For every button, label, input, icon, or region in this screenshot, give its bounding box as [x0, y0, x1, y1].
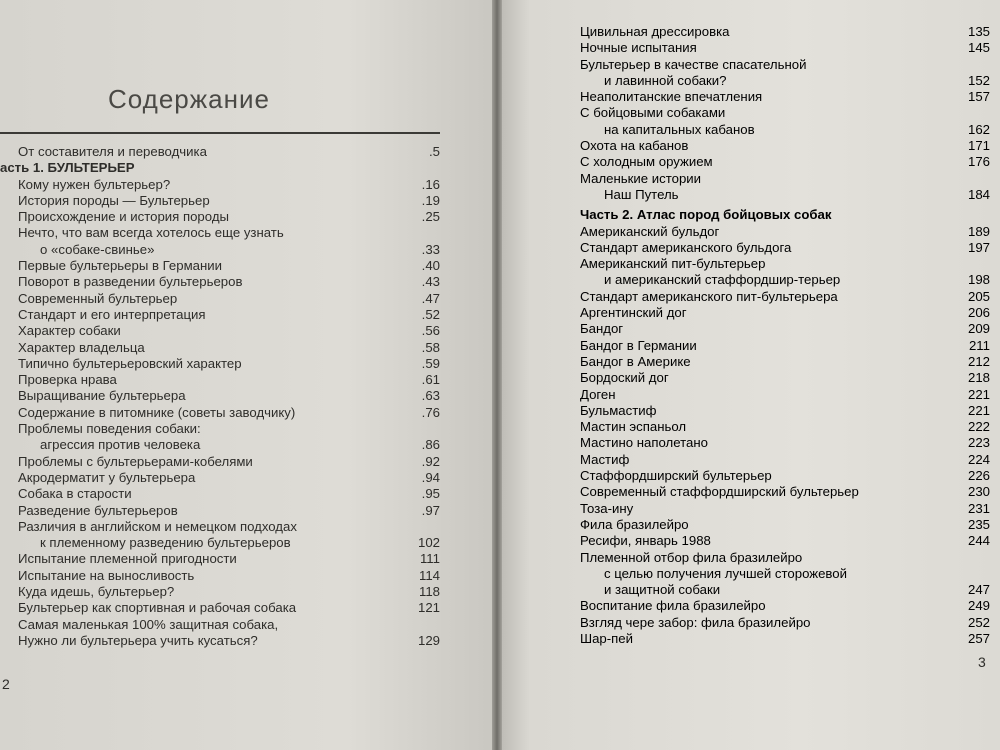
- toc-entry-page: .61: [421, 372, 440, 388]
- toc-entry-title: Бультерьер в качестве спасательной: [580, 56, 807, 72]
- toc-entry: [580, 582, 990, 598]
- toc-entry-title: Нужно ли бультерьера учить кусаться?: [18, 632, 258, 648]
- toc-entry-page: 145: [967, 40, 990, 56]
- toc-entry: [580, 321, 990, 337]
- toc-entry-title: Испытание племенной пригодности: [18, 551, 237, 567]
- toc-entry-page: 222: [967, 419, 990, 435]
- toc-entry-page: 244: [967, 533, 990, 549]
- toc-entry: [0, 503, 440, 519]
- toc-entry-page: 212: [967, 353, 990, 369]
- toc-entry: [0, 535, 440, 551]
- toc-entry-page: .43: [421, 274, 440, 290]
- toc-entry-title: Неаполитанские впечатления: [580, 89, 763, 105]
- toc-entry: [0, 470, 440, 486]
- toc-entry-page: .52: [421, 306, 440, 322]
- toc-left: [0, 144, 440, 649]
- toc-entry: [580, 40, 990, 56]
- toc-entry: [580, 387, 990, 403]
- toc-entry: [0, 388, 440, 404]
- toc-entry-page: 249: [967, 598, 990, 614]
- toc-entry-title: С холодным оружием: [580, 154, 713, 170]
- toc-entry-page: .86: [421, 437, 440, 453]
- toc-entry-page: 211: [968, 337, 990, 353]
- toc-entry: [0, 160, 440, 176]
- toc-entry-title: Часть 2. Атлас пород бойцовых собак: [580, 207, 832, 223]
- toc-entry-page: 157: [967, 89, 990, 105]
- toc-entry-page: .94: [421, 469, 440, 485]
- toc-entry-page: 205: [967, 288, 990, 304]
- toc-entry: [580, 122, 990, 138]
- toc-entry-title: Поворот в разведении бультерьеров: [18, 274, 243, 290]
- toc-entry-page: 221: [967, 402, 990, 418]
- toc-entry-title: Взгляд чере забор: фила бразилейро: [580, 614, 811, 630]
- toc-entry: [580, 89, 990, 105]
- toc-entry-title: Мастино наполетано: [580, 435, 708, 451]
- toc-entry: [580, 338, 990, 354]
- toc-entry: [0, 356, 440, 372]
- toc-entry-page: .40: [421, 258, 440, 274]
- toc-entry: [580, 207, 990, 223]
- toc-entry-page: 206: [967, 305, 990, 321]
- toc-entry: [0, 177, 440, 193]
- toc-entry: [0, 600, 440, 616]
- toc-entry-title: Испытание на выносливость: [18, 567, 195, 583]
- toc-entry-page: 111: [419, 551, 440, 567]
- toc-entry-title: Мастиф: [580, 451, 630, 467]
- toc-entry-title: и американский стаффордшир-терьер: [604, 272, 841, 288]
- toc-entry: [0, 519, 440, 535]
- toc-entry-title: Маленькие истории: [580, 170, 702, 186]
- toc-entry-title: Проблемы поведения собаки:: [18, 421, 201, 437]
- toc-entry-page: 184: [967, 186, 990, 202]
- toc-entry-title: Стаффордширский бультерьер: [580, 468, 772, 484]
- toc-entry-title: Выращивание бультерьера: [18, 388, 186, 404]
- toc-entry: [0, 568, 440, 584]
- toc-entry-title: на капитальных кабанов: [604, 121, 755, 137]
- toc-entry: [580, 533, 990, 549]
- toc-entry-page: .95: [421, 486, 440, 502]
- toc-entry-title: Самая маленькая 100% защитная собака,: [18, 616, 279, 632]
- toc-entry: [580, 289, 990, 305]
- toc-entry-title: Современный стаффордширский бультерьер: [580, 484, 859, 500]
- toc-entry-page: 135: [967, 24, 990, 39]
- toc-entry-title: Американский пит-бультерьер: [580, 256, 766, 272]
- toc-entry-title: Проверка нрава: [18, 372, 117, 388]
- toc-entry-title: Стандарт и его интерпретация: [18, 306, 206, 322]
- toc-entry: [580, 24, 990, 40]
- toc-entry-title: От составителя и переводчика: [18, 144, 207, 159]
- toc-entry-page: .63: [421, 388, 440, 404]
- toc-entry-page: .25: [421, 209, 440, 225]
- toc-entry-title: Цивильная дрессировка: [580, 24, 730, 39]
- toc-entry: [0, 144, 440, 160]
- toc-entry: [580, 468, 990, 484]
- toc-entry: [580, 631, 990, 647]
- toc-entry-title: Бульмастиф: [580, 402, 657, 418]
- toc-entry-title: Современный бультерьер: [18, 290, 178, 306]
- toc-entry-title: Нечто, что вам всегда хотелось еще узнать: [18, 225, 284, 241]
- toc-entry-page: 189: [967, 223, 990, 239]
- toc-entry: [0, 323, 440, 339]
- toc-entry-page: 223: [967, 435, 990, 451]
- toc-entry-page: .59: [421, 355, 440, 371]
- toc-entry-title: Содержание в питомнике (советы заводчику): [18, 404, 296, 420]
- toc-entry-title: Ресифи, январь 1988: [580, 533, 711, 549]
- toc-entry-title: Разведение бультерьеров: [18, 502, 178, 518]
- toc-entry: [580, 517, 990, 533]
- toc-entry: [0, 291, 440, 307]
- toc-entry-title: к племенному разведению бультерьеров: [40, 535, 291, 551]
- toc-entry-title: Проблемы с бультерьерами-кобелями: [18, 453, 253, 469]
- toc-entry-page: 198: [967, 272, 990, 288]
- toc-entry: [0, 633, 440, 649]
- toc-entry: [580, 354, 990, 370]
- toc-entry: [580, 452, 990, 468]
- toc-entry: [0, 209, 440, 225]
- toc-entry: [580, 435, 990, 451]
- toc-entry-page: 252: [967, 614, 990, 630]
- toc-entry-title: Аргентинский дог: [580, 305, 687, 321]
- toc-entry-page: 257: [967, 630, 990, 646]
- toc-entry-title: Охота на кабанов: [580, 138, 689, 154]
- toc-entry: [580, 501, 990, 517]
- toc-entry: [580, 171, 990, 187]
- toc-entry-title: Куда идешь, бультерьер?: [18, 584, 175, 600]
- toc-entry-title: и лавинной собаки?: [604, 72, 727, 88]
- toc-entry: [580, 615, 990, 631]
- toc-entry-title: Воспитание фила бразилейро: [580, 598, 766, 614]
- toc-entry-title: Бандог в Америке: [580, 353, 691, 369]
- toc-entry-page: 224: [967, 451, 990, 467]
- toc-entry-page: 152: [967, 72, 990, 88]
- toc-entry: [580, 419, 990, 435]
- toc-entry-page: .76: [421, 404, 440, 420]
- toc-entry-title: Различия в английском и немецком подходах: [18, 518, 297, 534]
- toc-entry-title: Бандог: [580, 321, 624, 337]
- toc-entry-page: 226: [967, 468, 990, 484]
- toc-entry: [0, 421, 440, 437]
- toc-entry-title: Собака в старости: [18, 486, 132, 502]
- toc-entry: [580, 224, 990, 240]
- toc-entry: [0, 193, 440, 209]
- toc-entry: [0, 454, 440, 470]
- heading-rule: [0, 132, 440, 134]
- toc-entry: [0, 258, 440, 274]
- toc-entry-page: .56: [421, 323, 440, 339]
- toc-entry-page: 102: [417, 535, 440, 551]
- toc-entry-title: с целью получения лучшей сторожевой: [604, 565, 847, 581]
- toc-entry-page: 230: [967, 484, 990, 500]
- toc-entry: [580, 550, 990, 566]
- toc-entry: [0, 372, 440, 388]
- toc-entry-title: Акродерматит у бультерьера: [18, 469, 196, 485]
- toc-entry-page: 176: [967, 154, 990, 170]
- toc-entry: [0, 584, 440, 600]
- book-spine: [492, 0, 502, 750]
- toc-entry: [580, 484, 990, 500]
- toc-entry: [0, 340, 440, 356]
- toc-entry-title: Доген: [580, 386, 616, 402]
- toc-entry-title: Бордоский дог: [580, 370, 669, 386]
- toc-entry: [0, 437, 440, 453]
- toc-entry-page: .58: [421, 339, 440, 355]
- toc-right: [580, 24, 990, 647]
- right-page-number: 3: [978, 654, 986, 670]
- toc-entry-title: Типично бультерьеровский характер: [18, 355, 242, 371]
- left-page-number: 2: [2, 676, 10, 692]
- toc-entry-page: 129: [417, 632, 440, 648]
- toc-entry-title: асть 1. БУЛЬТЕРЬЕР: [0, 160, 135, 176]
- toc-entry-page: 218: [967, 370, 990, 386]
- toc-entry-page: 221: [967, 386, 990, 402]
- toc-entry-title: Племенной отбор фила бразилейро: [580, 549, 803, 565]
- toc-entry-page: 114: [418, 567, 440, 583]
- toc-entry: [580, 73, 990, 89]
- toc-entry-title: Наш Путель: [604, 186, 679, 202]
- toc-entry: [580, 566, 990, 582]
- toc-entry-page: 231: [967, 500, 990, 516]
- toc-entry-title: Бандог в Германии: [580, 337, 697, 353]
- toc-entry-title: Американский бульдог: [580, 223, 720, 239]
- toc-entry: [580, 154, 990, 170]
- toc-entry: [0, 225, 440, 241]
- toc-entry-page: .92: [421, 453, 440, 469]
- toc-entry-title: Бультерьер как спортивная и рабочая собака: [18, 600, 297, 616]
- toc-entry-title: Стандарт американского пит-бультерьера: [580, 288, 838, 304]
- toc-entry-title: Ночные испытания: [580, 40, 697, 56]
- toc-entry-title: Фила бразилейро: [580, 516, 689, 532]
- toc-entry: [0, 307, 440, 323]
- toc-entry-title: о «собаке-свинье»: [40, 241, 155, 257]
- toc-entry: [580, 305, 990, 321]
- toc-entry: [0, 274, 440, 290]
- toc-entry-title: История породы — Бультерьер: [18, 192, 210, 208]
- toc-entry-title: Стандарт американского бульдога: [580, 239, 792, 255]
- toc-entry-title: Происхождение и история породы: [18, 209, 229, 225]
- toc-entry: [580, 370, 990, 386]
- toc-entry: [580, 272, 990, 288]
- toc-entry: [0, 617, 440, 633]
- toc-entry: [580, 403, 990, 419]
- toc-entry: [580, 138, 990, 154]
- toc-entry-page: .47: [421, 290, 440, 306]
- toc-entry: [580, 256, 990, 272]
- toc-entry-page: 118: [418, 584, 440, 600]
- toc-entry-title: Шар-пей: [580, 630, 633, 646]
- toc-entry-title: С бойцовыми собаками: [580, 105, 726, 121]
- toc-entry-page: 121: [417, 600, 440, 616]
- toc-entry-page: 162: [967, 121, 990, 137]
- toc-entry-title: агрессия против человека: [40, 437, 201, 453]
- toc-entry: [0, 242, 440, 258]
- toc-entry: [580, 57, 990, 73]
- toc-entry: [0, 551, 440, 567]
- toc-entry: [580, 187, 990, 203]
- toc-entry-page: .33: [421, 241, 440, 257]
- toc-entry-title: Кому нужен бультерьер?: [18, 176, 171, 192]
- toc-entry-page: 247: [967, 582, 990, 598]
- toc-entry-page: 235: [967, 516, 990, 532]
- toc-entry-page: .97: [421, 502, 440, 518]
- left-page: [0, 0, 495, 750]
- contents-heading: Содержание: [108, 84, 270, 114]
- toc-entry-page: 209: [967, 321, 990, 337]
- toc-entry-page: .19: [421, 192, 440, 208]
- toc-entry: [580, 105, 990, 121]
- toc-entry: [0, 486, 440, 502]
- toc-entry: [0, 405, 440, 421]
- toc-entry-title: Первые бультерьеры в Германии: [18, 258, 222, 274]
- toc-entry-page: 171: [967, 138, 990, 154]
- toc-entry-page: 197: [967, 239, 990, 255]
- toc-entry: [580, 598, 990, 614]
- toc-entry-title: Характер владельца: [18, 339, 145, 355]
- toc-entry-title: Мастин эспаньол: [580, 419, 687, 435]
- toc-entry: [580, 240, 990, 256]
- toc-entry-title: Тоза-ину: [580, 500, 634, 516]
- toc-entry-page: .5: [429, 144, 440, 159]
- toc-entry-title: и защитной собаки: [604, 582, 721, 598]
- toc-entry-page: .16: [421, 176, 440, 192]
- toc-entry-title: Характер собаки: [18, 323, 121, 339]
